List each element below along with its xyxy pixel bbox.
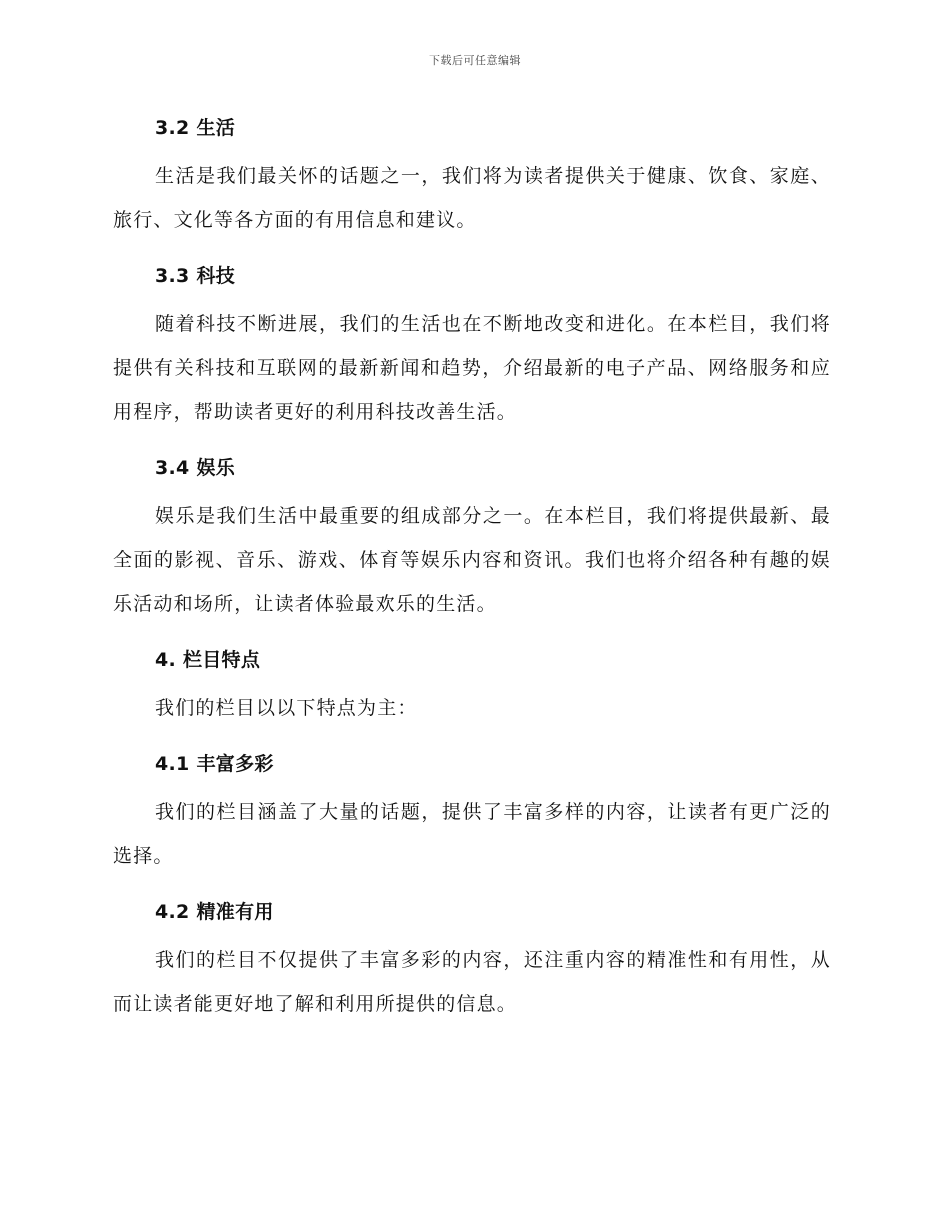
section-heading-3-4: 3.4 娱乐 <box>155 457 236 479</box>
section-paragraph-3-3: 随着科技不断进展，我们的生活也在不断地改变和进化。在本栏目，我们将提供有关科技和互联网的最新新闻和趋势，介绍最新的电子产品、网络服务和应用程序，帮助读者更好的利用科技改善生活。 <box>113 313 831 423</box>
section-heading-3-2: 3.2 生活 <box>155 117 236 139</box>
section-paragraph-4-2: 我们的栏目不仅提供了丰富多彩的内容，还注重内容的精准性和有用性，从而让读者能更好地了解和利用所提供的信息。 <box>113 949 831 1015</box>
section-paragraph-4-1: 我们的栏目涵盖了大量的话题，提供了丰富多样的内容，让读者有更广泛的选择。 <box>113 801 831 867</box>
section-heading-3-3: 3.3 科技 <box>155 265 236 287</box>
section-heading-4-1: 4.1 丰富多彩 <box>155 753 274 775</box>
document-body <box>113 112 831 1026</box>
page-header: 下载后可任意编辑 <box>429 54 521 67</box>
section-heading-4: 4. 栏目特点 <box>155 649 261 671</box>
section-heading-4-2: 4.2 精准有用 <box>155 901 274 923</box>
section-paragraph-4: 我们的栏目以以下特点为主： <box>155 697 418 719</box>
section-paragraph-3-2: 生活是我们最关怀的话题之一，我们将为读者提供关于健康、饮食、家庭、旅行、文化等各方面的有用信息和建议。 <box>113 165 831 231</box>
section-paragraph-3-4: 娱乐是我们生活中最重要的组成部分之一。在本栏目，我们将提供最新、最全面的影视、音乐、游戏、体育等娱乐内容和资讯。我们也将介绍各种有趣的娱乐活动和场所，让读者体验最欢乐的生活。 <box>113 505 831 615</box>
